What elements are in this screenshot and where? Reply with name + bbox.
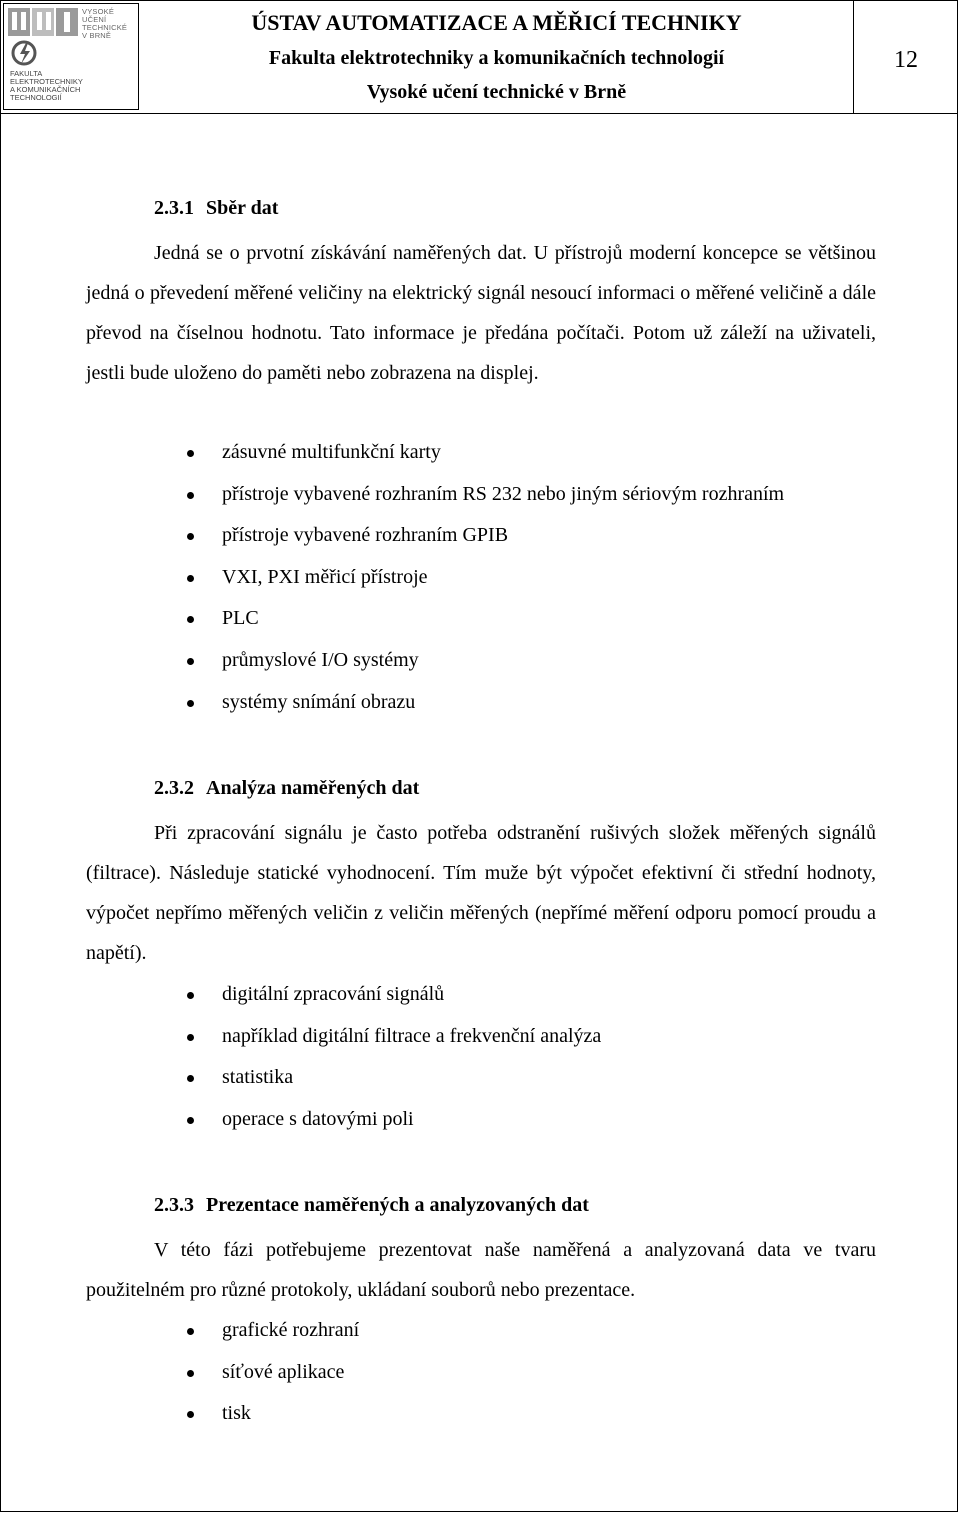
bullet-icon [187, 1075, 194, 1082]
bullet-icon [187, 616, 194, 623]
section-paragraph: Při zpracování signálu je často potřeba odstranění rušivých složek měřených signálů (filtrace). Následuje statické vyhodnocení. Tím muže být výpočet efektivní či střední hodnoty, výpočet nepřímo měřených veličin z veličin měřených (nepřímé měření odporu pomocí proudu a napětí). [86, 822, 876, 964]
list-item: PLC [86, 598, 784, 640]
university-name: Vysoké učení technické v Brně [366, 81, 627, 103]
bullet-list [86, 432, 784, 723]
page-header [0, 0, 958, 114]
section-title: Analýza naměřených dat [206, 777, 420, 799]
section-number: 2.3.3 [154, 1194, 194, 1216]
bullet-icon [187, 1411, 194, 1418]
section-paragraph: V této fázi potřebujeme prezentovat naše naměřená a analyzovaná data ve tvaru použitelném pro různé protokoly, ukládaní souborů nebo prezentace. [86, 1239, 876, 1301]
list-item: VXI, PXI měřicí přístroje [86, 557, 784, 599]
list-item: operace s datovými poli [86, 1099, 601, 1141]
section-number: 2.3.1 [154, 197, 194, 219]
bullet-icon [187, 1328, 194, 1335]
list-item: zásuvné multifunkční karty [86, 432, 784, 474]
bullet-icon [187, 1117, 194, 1124]
bullet-icon [187, 450, 194, 457]
logo-bottom-text: FAKULTA ELEKTROTECHNIKY A KOMUNIKAČNÍCH TECHNOLOGIÍ [10, 69, 83, 102]
faculty-name: Fakulta elektrotechniky a komunikačních technologií [268, 47, 725, 69]
section-heading-2-3-2 [154, 775, 419, 801]
university-logo [3, 3, 139, 110]
list-item: systémy snímání obrazu [86, 682, 784, 724]
bullet-icon [187, 992, 194, 999]
page-number: 12 [894, 47, 918, 73]
list-item: tisk [86, 1393, 359, 1435]
section-paragraph: Jedná se o prvotní získávání naměřených dat. U přístrojů moderní koncepce se většinou jedná o převedení měřené veličiny na elektrický signál nesoucí informaci o měřené veličině a dále převod na číselnou hodnotu. Tato informace je předána počítači. Potom už záleží na uživateli, jestli bude uloženo do paměti nebo zobrazena na displej. [86, 242, 876, 384]
bullet-icon [187, 1034, 194, 1041]
list-item: statistika [86, 1057, 601, 1099]
logo-top-text: VYSOKÉ UČENÍ TECHNICKÉ V BRNĚ [82, 7, 128, 40]
bullet-icon [187, 1370, 194, 1377]
bullet-list [86, 974, 601, 1140]
header-title-block [140, 0, 854, 113]
section-heading-2-3-1 [154, 195, 278, 221]
section-number: 2.3.2 [154, 777, 194, 799]
list-item: digitální zpracování signálů [86, 974, 601, 1016]
list-item: síťové aplikace [86, 1352, 359, 1394]
bullet-list [86, 1310, 359, 1435]
vut-logo-icon [6, 6, 82, 68]
bullet-icon [187, 492, 194, 499]
institute-name: ÚSTAV AUTOMATIZACE A MĚŘICÍ TECHNIKY [251, 10, 742, 35]
bullet-icon [187, 575, 194, 582]
list-item: například digitální filtrace a frekvenční analýza [86, 1016, 601, 1058]
list-item: přístroje vybavené rozhraním RS 232 nebo jiným sériovým rozhraním [86, 474, 784, 516]
list-item: průmyslové I/O systémy [86, 640, 784, 682]
list-item: přístroje vybavené rozhraním GPIB [86, 515, 784, 557]
section-title: Prezentace naměřených a analyzovaných dat [206, 1194, 589, 1216]
bullet-icon [187, 533, 194, 540]
bullet-icon [187, 658, 194, 665]
bullet-icon [187, 700, 194, 707]
section-title: Sběr dat [206, 197, 279, 219]
section-heading-2-3-3 [154, 1192, 589, 1218]
list-item: grafické rozhraní [86, 1310, 359, 1352]
